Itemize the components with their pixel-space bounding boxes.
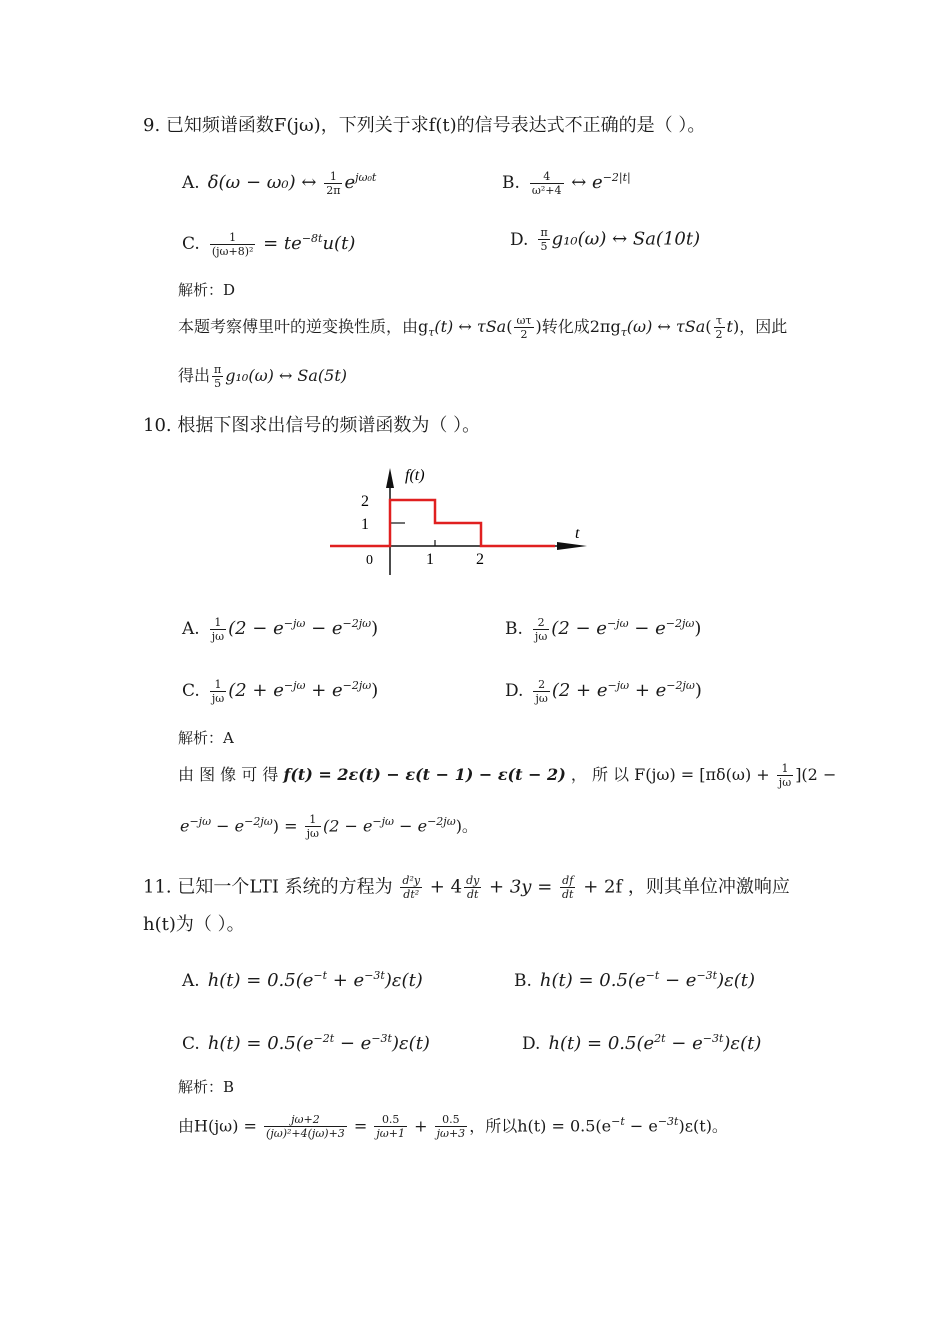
- fraction-numerator: 1: [210, 616, 226, 630]
- option-formula-end: )ε(t): [723, 1033, 762, 1054]
- fraction-numerator: 4: [530, 170, 564, 184]
- explain-formula: (ω) ↔ τSa: [626, 317, 706, 336]
- option-formula-end: ): [371, 618, 379, 639]
- fraction: [514, 314, 533, 341]
- option-label: D.: [522, 1034, 541, 1054]
- q10-option-d: [505, 673, 702, 705]
- option-formula: − e: [665, 1033, 703, 1054]
- q9-explanation-line2: [178, 363, 347, 390]
- option-formula: − e: [628, 618, 666, 639]
- superscript: −jω: [283, 679, 306, 692]
- superscript: −3t: [702, 1032, 724, 1045]
- option-label: A.: [182, 173, 200, 193]
- explain-formula: − e: [394, 816, 428, 836]
- fraction: [464, 874, 481, 901]
- fraction-denominator: dt: [562, 888, 574, 901]
- explain-text: +: [409, 1116, 433, 1136]
- fraction-denominator: 2π: [326, 183, 341, 197]
- fraction: [400, 874, 422, 901]
- superscript: −2|t|: [602, 171, 631, 184]
- q11-answer: 解析：B: [178, 1078, 235, 1096]
- explain-formula: e: [180, 816, 190, 836]
- fraction-denominator: jω: [534, 629, 548, 643]
- fraction: [714, 314, 725, 341]
- subscript: τ: [428, 326, 435, 340]
- fraction: [374, 1113, 407, 1140]
- question-11-stem-line2: h(t)为（ ）。: [143, 914, 245, 935]
- superscript: −t: [611, 1115, 625, 1128]
- option-formula: (2 − e: [228, 618, 284, 639]
- explain-formula: g₁₀(ω) ↔ Sa(5t): [225, 366, 348, 385]
- explain-text: =: [348, 1116, 373, 1136]
- superscript: −jω: [283, 617, 306, 630]
- q10-explanation-line1: [178, 762, 836, 789]
- explain-text: 本题考察傅里叶的逆变换性质，由g: [178, 317, 429, 336]
- fraction: [560, 874, 575, 901]
- fraction-numerator: 0.5: [374, 1113, 407, 1127]
- option-label: C.: [182, 1034, 200, 1054]
- option-label: B.: [502, 173, 520, 193]
- option-formula-end: )ε(t): [717, 970, 756, 991]
- superscript: −2jω: [665, 617, 695, 630]
- fraction-numerator: ωτ: [516, 314, 532, 327]
- fraction: [777, 762, 793, 789]
- fraction: [264, 1113, 347, 1140]
- fraction-denominator: jω+1: [376, 1127, 405, 1141]
- superscript: −2t: [313, 1032, 335, 1045]
- q10-option-c: [182, 673, 378, 705]
- option-label: B.: [514, 971, 532, 991]
- q11-option-d: [522, 1026, 761, 1057]
- fraction-denominator: 2: [715, 328, 723, 341]
- fraction: [533, 678, 549, 705]
- superscript: −3t: [696, 969, 718, 982]
- fraction: [210, 616, 226, 643]
- fraction-denominator: jω+3: [436, 1127, 466, 1141]
- option-formula-end: ): [371, 680, 379, 701]
- explain-text: ， 所 以 F(jω) = [πδ(ω) +: [565, 765, 775, 784]
- fraction-denominator: jω: [306, 827, 319, 841]
- subscript: τ: [620, 326, 627, 340]
- option-label: C.: [182, 681, 200, 701]
- fraction-numerator: dy: [466, 874, 480, 887]
- superscript: −2jω: [427, 815, 456, 828]
- option-formula: h(t) = 0.5(e: [207, 970, 314, 991]
- q11-option-b: [514, 963, 755, 994]
- option-formula-end: u(t): [322, 233, 356, 254]
- superscript: −3t: [371, 1032, 392, 1045]
- option-formula: (2 + e: [228, 680, 284, 701]
- fraction: [305, 813, 321, 840]
- fraction: [210, 678, 226, 705]
- explain-formula: t: [726, 317, 733, 336]
- q9-answer: 解析：D: [178, 281, 236, 299]
- fraction-numerator: π: [214, 363, 222, 376]
- fraction-numerator: τ: [714, 314, 725, 328]
- fraction-denominator: jω: [778, 776, 792, 789]
- option-label: A.: [182, 619, 200, 639]
- fraction-numerator: 1: [210, 231, 256, 245]
- explain-formula: (t) ↔ τSa: [434, 317, 507, 336]
- option-formula-tail: g₁₀(ω) ↔ Sa(10t): [551, 228, 701, 250]
- superscript: −t: [645, 969, 660, 982]
- stem-text: 11. 已知一个LTI 系统的方程为: [143, 876, 399, 898]
- fraction-denominator: 5: [214, 377, 222, 390]
- explain-text: 由 图 像 可 得: [178, 765, 284, 784]
- superscript: −3t: [657, 1115, 679, 1128]
- superscript: jω₀t: [355, 171, 377, 184]
- superscript: −jω: [189, 815, 212, 828]
- fraction-denominator: jω: [535, 691, 548, 705]
- fraction: [212, 363, 223, 390]
- fraction-denominator: (jω+8)²: [211, 244, 254, 258]
- fraction-numerator: 0.5: [435, 1113, 468, 1127]
- y-axis-label: f(t): [405, 467, 425, 484]
- fraction-denominator: dt²: [403, 888, 420, 901]
- option-formula: δ(ω − ω₀) ↔: [207, 172, 323, 193]
- superscript: −t: [313, 969, 328, 982]
- option-label: C.: [182, 234, 200, 254]
- stem-text: + 2f ，则其单位冲激响应: [577, 876, 790, 898]
- option-formula: + e: [305, 680, 343, 701]
- question-9-stem: 9. 已知频谱函数F(jω)，下列关于求f(t)的信号表达式不正确的是（ ）。: [143, 115, 706, 136]
- q9-explanation-line1: 本题考察傅里叶的逆变换性质，由$g_\tau(t)$ ↔ τSa( $\frac{\omega\tau}{2}$ )转化成$2\pi g_\tau(\omega)$ ↔ τSa( $\frac{\tau}{2}$ t)，因此: [178, 314, 788, 341]
- y-axis-arrow: [386, 468, 394, 488]
- explain-text: − e: [624, 1116, 658, 1136]
- fraction-numerator: π: [540, 226, 548, 239]
- superscript: −jω: [606, 617, 629, 630]
- fraction-numerator: 1: [210, 678, 226, 692]
- q10-explanation-line2: [180, 810, 478, 840]
- superscript: −jω: [607, 679, 630, 692]
- q11-option-a: [182, 963, 423, 994]
- option-formula: − e: [334, 1033, 372, 1054]
- q9-option-c: [182, 226, 355, 258]
- q11-option-c: [182, 1026, 430, 1057]
- explain-text: 转化成2πg: [541, 317, 621, 336]
- option-label: A.: [182, 971, 200, 991]
- option-formula: (2 − e: [551, 618, 607, 639]
- x-axis-arrow: [557, 542, 587, 550]
- explain-text: ，所以h(t) = 0.5(e: [469, 1116, 612, 1136]
- superscript: −3t: [364, 969, 385, 982]
- x-axis-label: t: [575, 525, 580, 542]
- fraction: [210, 231, 256, 258]
- y-tick-label-2: 2: [361, 493, 369, 510]
- explain-text: ](2 −: [795, 765, 837, 784]
- fraction-numerator: 1: [777, 762, 793, 776]
- option-formula-end: ): [694, 618, 702, 639]
- option-formula-end: )ε(t): [391, 1033, 430, 1054]
- fraction: [530, 170, 564, 197]
- superscript: −jω: [372, 815, 395, 828]
- option-formula: − e: [659, 970, 697, 991]
- x-tick-label-1: 1: [426, 551, 434, 568]
- explain-text: 由H(jω) =: [178, 1116, 263, 1136]
- explain-text: ) =: [272, 816, 303, 836]
- fraction-numerator: 1: [324, 170, 342, 184]
- fraction-denominator: jω: [211, 691, 225, 705]
- q9-option-d: [510, 226, 700, 253]
- option-formula-end: )ε(t): [384, 970, 423, 991]
- fraction-denominator: 2: [520, 328, 528, 341]
- explain-formula-bold: f(t) = 2ε(t) − ε(t − 1) − ε(t − 2): [283, 765, 566, 784]
- x-tick-label-0: 0: [366, 553, 373, 568]
- fraction-numerator: 2: [533, 678, 549, 692]
- question-10-stem: 10. 根据下图求出信号的频谱函数为（ ）。: [143, 415, 481, 436]
- fraction-numerator: jω+2: [264, 1113, 347, 1127]
- q9-option-a: [182, 165, 376, 197]
- q11-explanation: [178, 1110, 728, 1140]
- explain-formula: − e: [211, 816, 245, 836]
- fraction-denominator: ω²+4: [531, 183, 562, 197]
- fraction: [324, 170, 342, 197]
- fraction-denominator: jω: [211, 629, 225, 643]
- explain-text: )。: [455, 816, 478, 836]
- q10-option-a: [182, 611, 378, 643]
- superscript: −2jω: [666, 679, 695, 692]
- superscript: −2jω: [342, 679, 372, 692]
- q10-answer: 解析：A: [178, 729, 234, 747]
- option-formula: − e: [305, 618, 343, 639]
- explain-formula: (2 − e: [322, 816, 373, 836]
- stem-text: + 4: [424, 876, 463, 898]
- stem-formula: + 3y =: [483, 876, 558, 898]
- y-tick-label-1: 1: [361, 516, 369, 533]
- explain-text: 得出: [178, 366, 211, 385]
- superscript: −2jω: [244, 815, 273, 828]
- option-formula: (2 + e: [551, 680, 608, 701]
- superscript: −8t: [301, 232, 323, 245]
- fraction-denominator: dt: [466, 888, 479, 901]
- superscript: −2jω: [342, 617, 372, 630]
- option-formula: h(t) = 0.5(e: [539, 970, 646, 991]
- option-label: B.: [505, 619, 523, 639]
- fraction-numerator: df: [560, 874, 575, 888]
- q10-option-b: [505, 611, 701, 643]
- fraction: [533, 616, 549, 643]
- fraction-denominator: 5: [540, 240, 548, 253]
- option-label: D.: [505, 681, 524, 701]
- fraction-numerator: 1: [305, 813, 321, 827]
- option-formula: + e: [629, 680, 667, 701]
- signal-figure: [325, 460, 595, 580]
- option-formula: h(t) = 0.5(e: [207, 1033, 314, 1054]
- explain-text: )ε(t)。: [678, 1116, 728, 1136]
- option-formula-end: ): [694, 680, 702, 701]
- explain-text: ，因此: [739, 317, 788, 336]
- option-formula-tail: = te: [257, 233, 302, 254]
- option-formula-tail: e: [344, 172, 356, 193]
- q9-option-b: [502, 165, 631, 197]
- fraction: [538, 226, 549, 253]
- x-tick-label-2: 2: [476, 551, 484, 568]
- superscript: 2t: [654, 1032, 666, 1045]
- option-formula: + e: [327, 970, 365, 991]
- fraction: [435, 1113, 468, 1140]
- fraction-denominator: (jω)²+4(jω)+3: [266, 1127, 345, 1141]
- fraction-numerator: d²y: [402, 874, 421, 887]
- fraction-numerator: 2: [533, 616, 549, 630]
- question-11-stem-line1: [143, 874, 790, 901]
- option-label: D.: [510, 229, 529, 250]
- option-formula-tail: ↔ e: [565, 172, 603, 193]
- option-formula: h(t) = 0.5(e: [548, 1033, 655, 1054]
